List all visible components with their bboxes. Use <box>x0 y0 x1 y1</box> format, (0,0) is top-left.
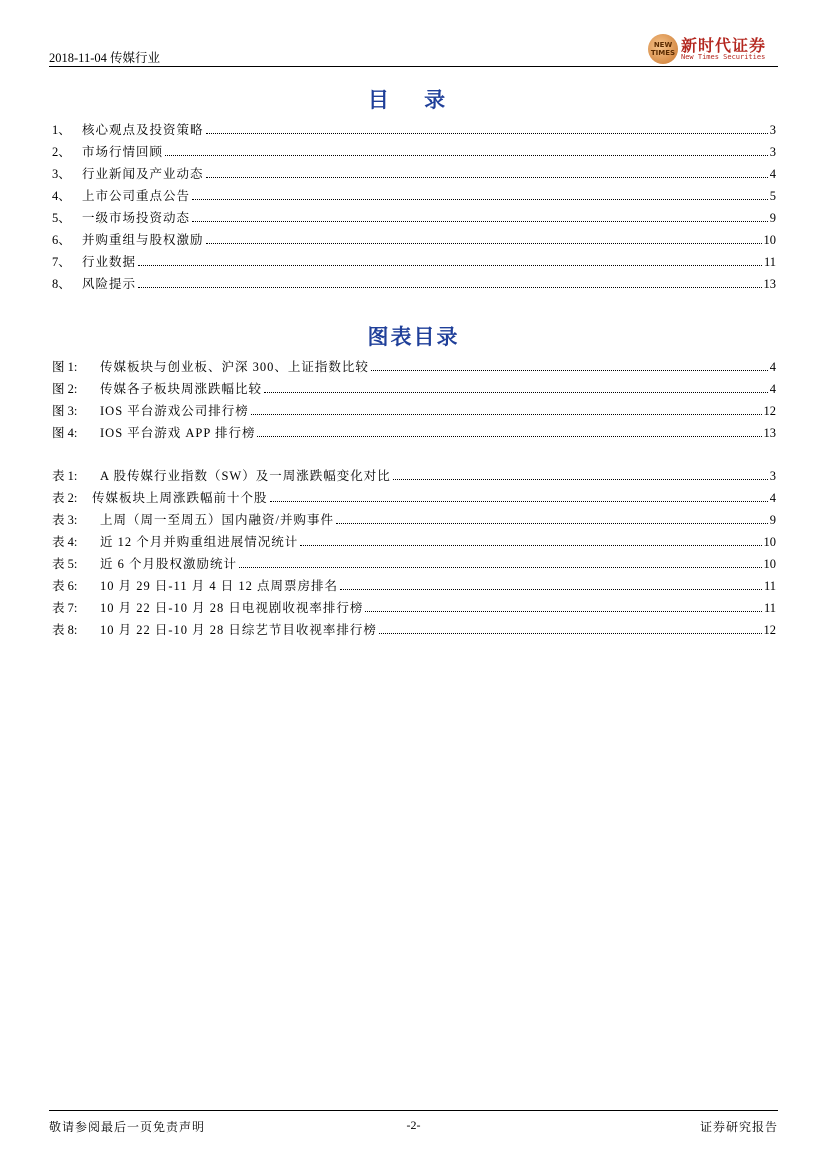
toc-entry[interactable] <box>52 184 776 204</box>
toc-entry-page: 9 <box>769 211 776 225</box>
toc-entry-label: 并购重组与股权激励 <box>82 233 204 247</box>
toc-entry-page: 4 <box>769 167 776 181</box>
table-entry-label: 近 6 个月股权激励统计 <box>100 557 238 571</box>
dot-leader <box>379 632 762 634</box>
table-entry[interactable] <box>52 596 776 616</box>
table-entry-number: 表 2: <box>52 491 78 505</box>
figure-entry-label: IOS 平台游戏公司排行榜 <box>100 404 249 418</box>
table-entry-page: 3 <box>769 469 776 483</box>
toc-entry-label: 一级市场投资动态 <box>82 211 191 225</box>
toc-entry-page: 10 <box>763 233 776 247</box>
figure-entry-number: 图 2: <box>52 382 78 396</box>
table-entry-label: 传媒板块上周涨跌幅前十个股 <box>92 491 268 505</box>
dot-leader <box>206 242 762 244</box>
dot-leader <box>165 154 768 156</box>
table-entry[interactable] <box>52 574 776 594</box>
table-entry-number: 表 5: <box>52 557 78 571</box>
table-entry[interactable] <box>52 618 776 638</box>
page-number: -2- <box>406 1118 421 1132</box>
dot-leader <box>336 522 768 524</box>
table-entry-page: 4 <box>769 491 776 505</box>
figure-entry[interactable] <box>52 377 776 397</box>
logo-badge-line1: NEW <box>653 41 673 49</box>
logo-chinese-name: 新时代证券 <box>681 36 767 55</box>
toc-entry-number: 4、 <box>52 189 71 203</box>
toc-entry-number: 5、 <box>52 211 71 225</box>
toc-entry-page: 5 <box>769 189 776 203</box>
table-entry-label: 上周（周一至周五）国内融资/并购事件 <box>100 513 334 527</box>
figure-entry-number: 图 1: <box>52 360 78 374</box>
table-entry-label: 10 月 22 日-10 月 28 日电视剧收视率排行榜 <box>100 601 364 615</box>
dot-leader <box>138 264 762 266</box>
figure-entry-label: IOS 平台游戏 APP 排行榜 <box>100 426 256 440</box>
logo-english-name: New Times Securities <box>681 53 766 61</box>
table-entry-label: 10 月 22 日-10 月 28 日综艺节目收视率排行榜 <box>100 623 377 637</box>
toc-entry-label: 市场行情回顾 <box>82 145 164 159</box>
toc-entry-label: 行业新闻及产业动态 <box>82 167 204 181</box>
toc-entry-page: 13 <box>763 277 776 291</box>
figure-entry-page: 4 <box>769 382 776 396</box>
dot-leader <box>371 369 768 371</box>
figure-entry-page: 13 <box>763 426 776 440</box>
figure-entry-number: 图 4: <box>52 426 78 440</box>
table-entry-page: 9 <box>769 513 776 527</box>
dot-leader <box>257 435 761 437</box>
table-entry-page: 10 <box>763 535 776 549</box>
table-entry-page: 12 <box>763 623 776 637</box>
dot-leader <box>393 478 768 480</box>
table-entry[interactable] <box>52 530 776 550</box>
table-entry-page: 11 <box>763 579 776 593</box>
table-entry[interactable] <box>52 486 776 506</box>
figure-entry-label: 传媒各子板块周涨跌幅比较 <box>100 382 263 396</box>
toc-title: 目 录 <box>367 88 460 112</box>
toc-entry[interactable] <box>52 228 776 248</box>
toc-entry-number: 2、 <box>52 145 71 159</box>
page-footer <box>49 1110 778 1134</box>
footer-report-type: 证券研究报告 <box>699 1120 778 1134</box>
table-entry-label: 近 12 个月并购重组进展情况统计 <box>100 535 299 549</box>
table-entry[interactable] <box>52 508 776 528</box>
footer-disclaimer-note: 敬请参阅最后一页免责声明 <box>49 1120 206 1134</box>
figure-entry-page: 4 <box>769 360 776 374</box>
table-entry-number: 表 8: <box>52 623 78 637</box>
toc-entry-label: 上市公司重点公告 <box>82 189 191 203</box>
toc-entry-number: 7、 <box>52 255 71 269</box>
toc-entry-number: 3、 <box>52 167 71 181</box>
dot-leader <box>206 176 768 178</box>
figure-entry-number: 图 3: <box>52 404 78 418</box>
table-entry-page: 10 <box>763 557 776 571</box>
table-entry-label: 10 月 29 日-11 月 4 日 12 点周票房排名 <box>100 579 338 593</box>
dot-leader <box>251 413 762 415</box>
table-entry-number: 表 1: <box>52 469 78 483</box>
dot-leader <box>192 198 768 200</box>
toc-entry-page: 3 <box>769 145 776 159</box>
logo-badge-line2: TIMES <box>650 49 676 57</box>
dot-leader <box>340 588 762 590</box>
toc-entry[interactable] <box>52 162 776 182</box>
toc-entry[interactable] <box>52 272 776 292</box>
page-header <box>49 36 778 68</box>
header-divider <box>49 66 778 67</box>
toc-entry-number: 1、 <box>52 123 71 137</box>
toc-entry[interactable] <box>52 250 776 270</box>
dot-leader <box>264 391 768 393</box>
figure-entry-label: 传媒板块与创业板、沪深 300、上证指数比较 <box>100 360 369 374</box>
dot-leader <box>239 566 761 568</box>
toc-entry[interactable] <box>52 118 776 138</box>
figure-entry[interactable] <box>52 399 776 419</box>
toc-entry[interactable] <box>52 140 776 160</box>
header-date-category: 2018-11-04 传媒行业 <box>49 51 160 65</box>
toc-entry-label: 风险提示 <box>82 277 137 291</box>
dot-leader <box>138 286 761 288</box>
figure-entry[interactable] <box>52 355 776 375</box>
toc-entry-label: 核心观点及投资策略 <box>82 123 204 137</box>
toc-entry-page: 11 <box>763 255 776 269</box>
dot-leader <box>270 500 768 502</box>
toc-entry-number: 6、 <box>52 233 71 247</box>
footer-divider <box>49 1110 778 1111</box>
figure-entry[interactable] <box>52 421 776 441</box>
table-entry-number: 表 4: <box>52 535 78 549</box>
table-entry-number: 表 6: <box>52 579 78 593</box>
toc-entry-number: 8、 <box>52 277 71 291</box>
toc-entry-label: 行业数据 <box>82 255 137 269</box>
toc-entry-page: 3 <box>769 123 776 137</box>
table-entry-number: 表 3: <box>52 513 78 527</box>
figure-entry-page: 12 <box>763 404 776 418</box>
dot-leader <box>192 220 768 222</box>
logo-badge-icon <box>648 34 678 64</box>
table-entry-number: 表 7: <box>52 601 78 615</box>
dot-leader <box>300 544 761 546</box>
dot-leader <box>365 610 762 612</box>
chart-toc-title: 图表目录 <box>367 325 460 349</box>
toc-entry[interactable] <box>52 206 776 226</box>
table-entry-label: A 股传媒行业指数（SW）及一周涨跌幅变化对比 <box>100 469 391 483</box>
dot-leader <box>206 132 768 134</box>
company-logo <box>648 34 778 64</box>
table-entry[interactable] <box>52 464 776 484</box>
table-entry-page: 11 <box>763 601 776 615</box>
table-entry[interactable] <box>52 552 776 572</box>
